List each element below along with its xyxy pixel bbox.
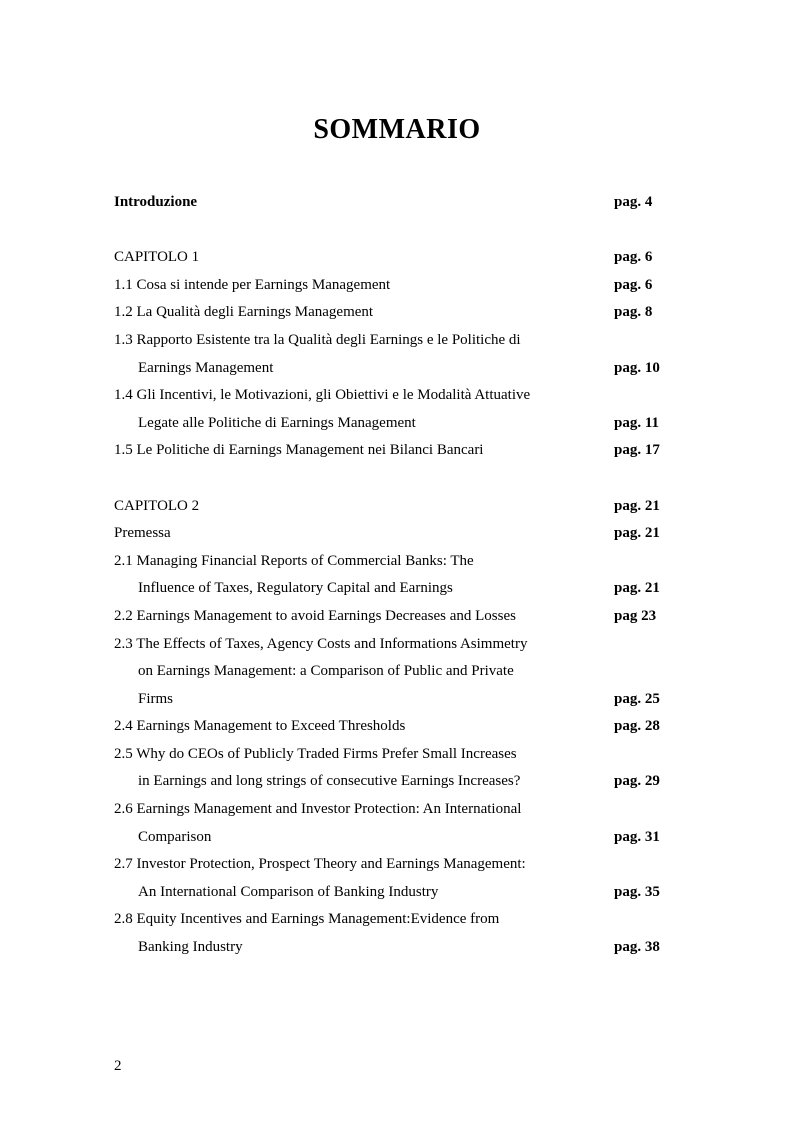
toc-entry: [114, 272, 674, 300]
toc-entry-page: pag. 6: [614, 276, 653, 293]
toc-entry-title: Firms: [138, 690, 174, 707]
toc-entry: [114, 631, 674, 659]
toc-entry: [114, 713, 674, 741]
toc-entry: [114, 768, 674, 796]
toc-entry: [114, 382, 674, 410]
toc-entry-title: Comparison: [138, 828, 212, 845]
toc-entry-page: pag. 35: [614, 883, 660, 900]
toc-entry: [114, 410, 674, 438]
toc-entry-title: 1.2 La Qualità degli Earnings Management: [114, 304, 374, 321]
toc-entry-title: CAPITOLO 1: [114, 249, 200, 266]
toc-entry-title: in Earnings and long strings of consecutive Earnings Increases?: [138, 773, 521, 790]
toc-entry-page: pag 23: [614, 607, 657, 624]
toc-entry: [114, 437, 674, 465]
toc-entry-title: Introduzione: [114, 194, 198, 210]
toc-entry-title: 1.5 Le Politiche di Earnings Management nei Bilanci Bancari: [114, 442, 484, 459]
toc-entry-page: pag. 17: [614, 442, 660, 459]
toc-entry: [114, 934, 674, 962]
toc-entry: [114, 355, 674, 383]
toc-entry-title: 2.8 Equity Incentives and Earnings Management:Evidence from: [114, 911, 500, 928]
toc-entry-title: 2.2 Earnings Management to avoid Earnings Decreases and Losses: [114, 607, 516, 624]
toc-entry: [114, 824, 674, 852]
toc-entry-title: 1.4 Gli Incentivi, le Motivazioni, gli Obiettivi e le Modalità Attuative: [114, 387, 531, 404]
toc-entry-title: on Earnings Management: a Comparison of Public and Private: [138, 663, 514, 680]
toc-entry-title: Legate alle Politiche di Earnings Management: [138, 414, 416, 431]
toc-entry-page: pag. 10: [614, 359, 660, 376]
toc-entry: [114, 520, 674, 548]
toc-entry: [114, 658, 674, 686]
toc-entry-page: pag. 21: [614, 580, 660, 597]
toc-entry-title: Premessa: [114, 525, 171, 542]
toc-entry: [114, 851, 674, 879]
toc-entry-page: pag. 21: [614, 497, 660, 514]
toc-entry-page: pag. 8: [614, 304, 653, 321]
toc-entry-page: pag. 29: [614, 773, 660, 790]
table-of-contents: [114, 189, 674, 962]
toc-entry-page: pag. 25: [614, 690, 660, 707]
toc-entry-title: An International Comparison of Banking Industry: [138, 883, 439, 900]
toc-entry-title: 2.6 Earnings Management and Investor Protection: An International: [114, 801, 522, 818]
toc-entry: [114, 603, 674, 631]
toc-entry-page: pag. 4: [614, 194, 653, 210]
toc-entry: [114, 906, 674, 934]
toc-entry-page: pag. 11: [614, 414, 660, 431]
toc-entry: [114, 244, 674, 272]
toc-entry-title: 2.5 Why do CEOs of Publicly Traded Firms Prefer Small Increases: [114, 745, 517, 762]
toc-entry-page: pag. 28: [614, 718, 660, 735]
toc-entry: [114, 189, 674, 217]
toc-entry-title: 1.1 Cosa si intende per Earnings Management: [114, 276, 391, 293]
toc-entry-title: Influence of Taxes, Regulatory Capital and Earnings: [138, 580, 453, 597]
toc-entry-page: pag. 6: [614, 249, 653, 266]
toc-entry: [114, 327, 674, 355]
toc-entry: [114, 493, 674, 521]
toc-spacer: [114, 465, 674, 493]
toc-entry: [114, 299, 674, 327]
toc-entry: [114, 879, 674, 907]
toc-entry: [114, 686, 674, 714]
toc-spacer: [114, 217, 674, 245]
toc-entry: [114, 548, 674, 576]
toc-entry: [114, 741, 674, 769]
toc-entry-title: 1.3 Rapporto Esistente tra la Qualità degli Earnings e le Politiche di: [114, 331, 521, 348]
toc-entry-title: 2.3 The Effects of Taxes, Agency Costs and Informations Asimmetry: [114, 635, 528, 652]
page-number: 2: [114, 1058, 122, 1074]
toc-entry: [114, 575, 674, 603]
toc-entry-page: pag. 21: [614, 525, 660, 542]
toc-entry: [114, 796, 674, 824]
toc-entry-title: 2.1 Managing Financial Reports of Commercial Banks: The: [114, 552, 474, 569]
toc-entry-page: pag. 38: [614, 939, 660, 956]
toc-entry-title: CAPITOLO 2: [114, 497, 200, 514]
toc-entry-title: 2.4 Earnings Management to Exceed Thresholds: [114, 718, 406, 735]
toc-entry-title: Banking Industry: [138, 939, 243, 956]
page-title: SOMMARIO: [313, 114, 481, 145]
toc-entry-page: pag. 31: [614, 828, 660, 845]
toc-entry-title: 2.7 Investor Protection, Prospect Theory and Earnings Management:: [114, 856, 526, 873]
toc-entry-title: Earnings Management: [138, 359, 274, 376]
